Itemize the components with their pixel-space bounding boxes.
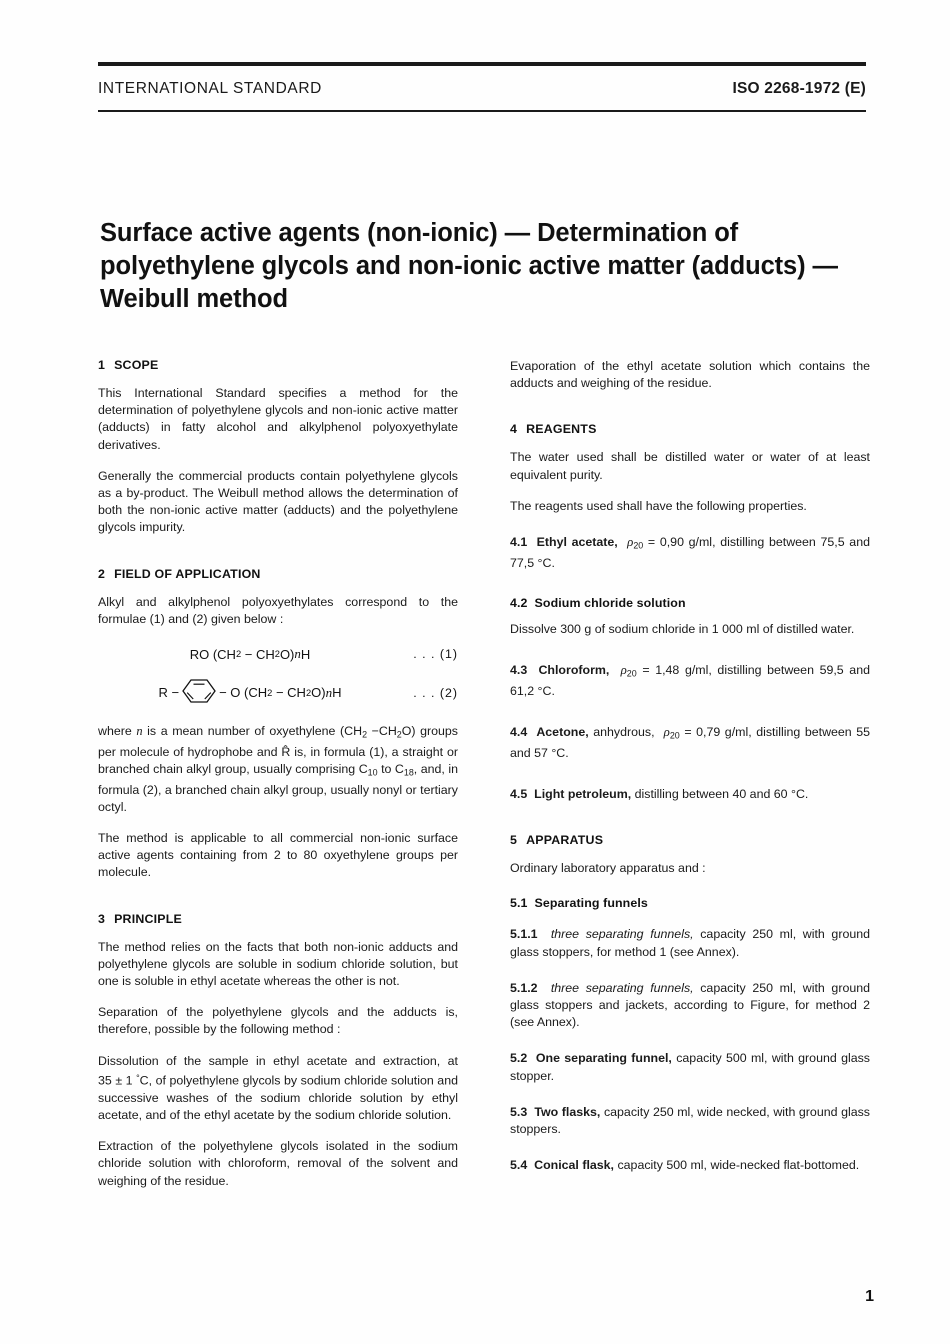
apparatus-number: 5.1.1 bbox=[510, 927, 538, 942]
reagent-number: 4.1 bbox=[510, 535, 528, 550]
section-number: 2 bbox=[98, 566, 106, 581]
density-unit: g/ml, bbox=[684, 663, 712, 678]
reagent-number: 4.2 bbox=[510, 595, 528, 610]
reagents-intro-2: The reagents used shall have the following properties. bbox=[510, 498, 807, 513]
content-columns bbox=[98, 358, 870, 1204]
benzene-ring-icon bbox=[182, 678, 216, 707]
reagent-name: Sodium chloride solution bbox=[534, 595, 686, 610]
page-number: 1 bbox=[865, 1288, 874, 1305]
section-title: SCOPE bbox=[114, 358, 159, 372]
scope-paragraph-1: This International Standard specifies a method for the determination of polyethylene glycols and non-ionic active matter (adducts) in fatty alcohol and alkylphenol polyoxyethylate derivatives. bbox=[98, 386, 458, 452]
reagent-4-2-body: Dissolve 300 g of sodium chloride in 1 000 ml of distilled water. bbox=[510, 621, 855, 636]
density-symbol: ρ bbox=[663, 725, 670, 739]
formula-2-expression: R − − O (CH 2 − CH 2 O) n H bbox=[98, 678, 402, 707]
apparatus-rest: capacity 250 ml, wide necked, with ground glass stoppers. bbox=[510, 1104, 870, 1136]
reagent-name: Ethyl acetate, bbox=[536, 535, 618, 550]
section-title: REAGENTS bbox=[526, 422, 597, 437]
apparatus-rest: capacity 250 ml, with ground glass stoppers and jackets, according to Figure, for method 2 (see Annex). bbox=[510, 980, 871, 1030]
header-standard-number: ISO 2268-1972 (E) bbox=[732, 80, 866, 97]
reagent-rest: distilling between 59,5 and 61,2 °C. bbox=[510, 663, 870, 698]
apparatus-number: 5.1 bbox=[510, 896, 528, 911]
density-value: = 0,79 bbox=[684, 725, 721, 739]
density-subscript: 20 bbox=[626, 668, 637, 679]
page-title: Surface active agents (non-ionic) — Determination of polyethylene glycols and non-ionic active matter (adducts) — Weibull method bbox=[100, 219, 838, 314]
principle-paragraph-3: Dissolution of the sample in ethyl acetate and extraction, at 35 ± 1 °C, of polyethylene glycols by sodium chloride solution and successive washes of the sodium chloride solution by ethyl acetate, and of the ethyl acetate by the sodium chloride solution. bbox=[98, 1053, 458, 1122]
header-row bbox=[98, 66, 866, 110]
principle-paragraph-2: Separation of the polyethylene glycols and the adducts is, therefore, possible by the following method : bbox=[98, 1005, 458, 1037]
apparatus-name: three separating funnels, bbox=[550, 980, 694, 995]
reagent-4-1 bbox=[510, 534, 870, 572]
density-value: = 0,90 bbox=[647, 535, 684, 550]
header-standard-label: INTERNATIONAL STANDARD bbox=[98, 80, 322, 97]
apparatus-rest: capacity 250 ml, with ground glass stoppers, for method 1 (see Annex). bbox=[510, 927, 871, 959]
apparatus-5-1-heading bbox=[510, 896, 870, 910]
apparatus-name: Separating funnels bbox=[534, 896, 648, 911]
formulae-block bbox=[98, 646, 458, 707]
apparatus-name: three separating funnels, bbox=[550, 927, 694, 942]
section-title: APPARATUS bbox=[526, 833, 604, 848]
apparatus-5-1-1 bbox=[510, 926, 870, 960]
reagent-number: 4.3 bbox=[510, 663, 528, 678]
reagent-number: 4.4 bbox=[510, 725, 528, 739]
apparatus-name: Two flasks, bbox=[534, 1104, 601, 1119]
principle-paragraph-1: The method relies on the facts that both non-ionic adducts and polyethylene glycols are soluble in sodium chloride solution, but one is soluble in ethyl acetate whereas the other is not. bbox=[98, 939, 458, 989]
apparatus-number: 5.3 bbox=[510, 1104, 528, 1119]
density-symbol: ρ bbox=[620, 663, 627, 678]
apparatus-5-3 bbox=[510, 1104, 870, 1138]
reagent-4-4 bbox=[510, 724, 870, 762]
reagent-name: Chloroform, bbox=[538, 663, 610, 678]
apparatus-intro: Ordinary laboratory apparatus and : bbox=[510, 861, 706, 876]
section-heading-field-of-application bbox=[98, 567, 458, 581]
applicability-paragraph: The method is applicable to all commercial non-ionic surface active agents containing from 2 to 80 oxyethylene groups per molecule. bbox=[98, 831, 458, 880]
section-heading-scope bbox=[98, 358, 458, 372]
density-value: = 1,48 bbox=[642, 663, 680, 678]
reagent-number: 4.5 bbox=[510, 786, 528, 801]
apparatus-5-1-2 bbox=[510, 980, 870, 1032]
reagent-4-5 bbox=[510, 786, 870, 803]
formula-2-tag: . . . (2) bbox=[413, 685, 458, 700]
apparatus-5-2 bbox=[510, 1050, 870, 1084]
formulae-explanation: where n is a mean number of oxyethylene $(CH_2 -CH_2O)$ groups per molecule of hydrophobe and R̂ is, in formula (1), a straight or branched chain alkyl group, usually comprising $C_{10}$ to $C_{18}$, and, in formula (2), a branched chain alkyl group, usually nonyl or tertiary octyl. bbox=[98, 724, 459, 814]
apparatus-name: Conical flask, bbox=[534, 1158, 615, 1173]
left-column bbox=[98, 358, 458, 1204]
density-unit: g/ml, bbox=[688, 535, 716, 550]
section-number: 5 bbox=[510, 833, 518, 848]
density-subscript: 20 bbox=[669, 730, 680, 741]
reagent-rest: distilling between 55 and 57 °C. bbox=[510, 725, 871, 760]
continuation-paragraph: Evaporation of the ethyl acetate solution which contains the adducts and weighing of the residue. bbox=[510, 359, 870, 391]
apparatus-number: 5.1.2 bbox=[510, 980, 538, 995]
scope-paragraph-2: Generally the commercial products contain polyethylene glycols as a by-product. The Weibull method allows the determination of both the non-ionic active matter (adducts) and the polyethylene glycols impurity. bbox=[98, 468, 458, 535]
section-number: 1 bbox=[98, 358, 106, 372]
formula-1-tag: . . . (1) bbox=[413, 647, 458, 662]
reagent-qualifier: anhydrous, bbox=[593, 725, 655, 739]
right-column bbox=[510, 358, 870, 1204]
density-subscript: 20 bbox=[633, 540, 644, 551]
section-heading-reagents bbox=[510, 422, 870, 436]
reagent-name: Light petroleum, bbox=[534, 786, 632, 801]
section-title: FIELD OF APPLICATION bbox=[114, 566, 261, 581]
section-title: PRINCIPLE bbox=[114, 911, 182, 926]
reagent-4-2-heading bbox=[510, 596, 870, 610]
reagent-4-3 bbox=[510, 662, 870, 700]
reagent-name: Acetone, bbox=[536, 725, 589, 739]
reagent-rest: distilling between 40 and 60 °C. bbox=[634, 786, 809, 801]
page-header bbox=[98, 62, 866, 112]
principle-paragraph-4: Extraction of the polyethylene glycols isolated in the sodium chloride solution with chloroform, removal of the solvent and weighing of the residue. bbox=[98, 1139, 458, 1188]
formula-2 bbox=[98, 678, 458, 707]
reagents-intro-1: The water used shall be distilled water or water of at least equivalent purity. bbox=[510, 450, 870, 482]
section-number: 3 bbox=[98, 911, 106, 926]
formula-1 bbox=[98, 646, 458, 662]
apparatus-rest: capacity 500 ml, with ground glass stopper. bbox=[510, 1051, 870, 1083]
section-number: 4 bbox=[510, 422, 518, 437]
section-heading-principle bbox=[98, 912, 458, 926]
density-symbol: ρ bbox=[627, 535, 634, 550]
header-bottom-rule bbox=[98, 110, 866, 112]
apparatus-rest: capacity 500 ml, wide-necked flat-bottomed. bbox=[617, 1158, 860, 1173]
apparatus-number: 5.4 bbox=[510, 1158, 528, 1173]
apparatus-name: One separating funnel, bbox=[535, 1051, 672, 1066]
field-intro-paragraph: Alkyl and alkylphenol polyoxyethylates correspond to the formulae (1) and (2) given below : bbox=[98, 594, 458, 626]
section-heading-apparatus bbox=[510, 833, 870, 847]
reagent-rest: distilling between 75,5 and 77,5 °C. bbox=[510, 535, 870, 570]
formula-1-expression: RO (CH 2 − CH 2 O) n H bbox=[189, 646, 311, 662]
apparatus-5-4 bbox=[510, 1157, 870, 1174]
density-unit: g/ml, bbox=[724, 725, 752, 739]
apparatus-number: 5.2 bbox=[510, 1051, 528, 1066]
